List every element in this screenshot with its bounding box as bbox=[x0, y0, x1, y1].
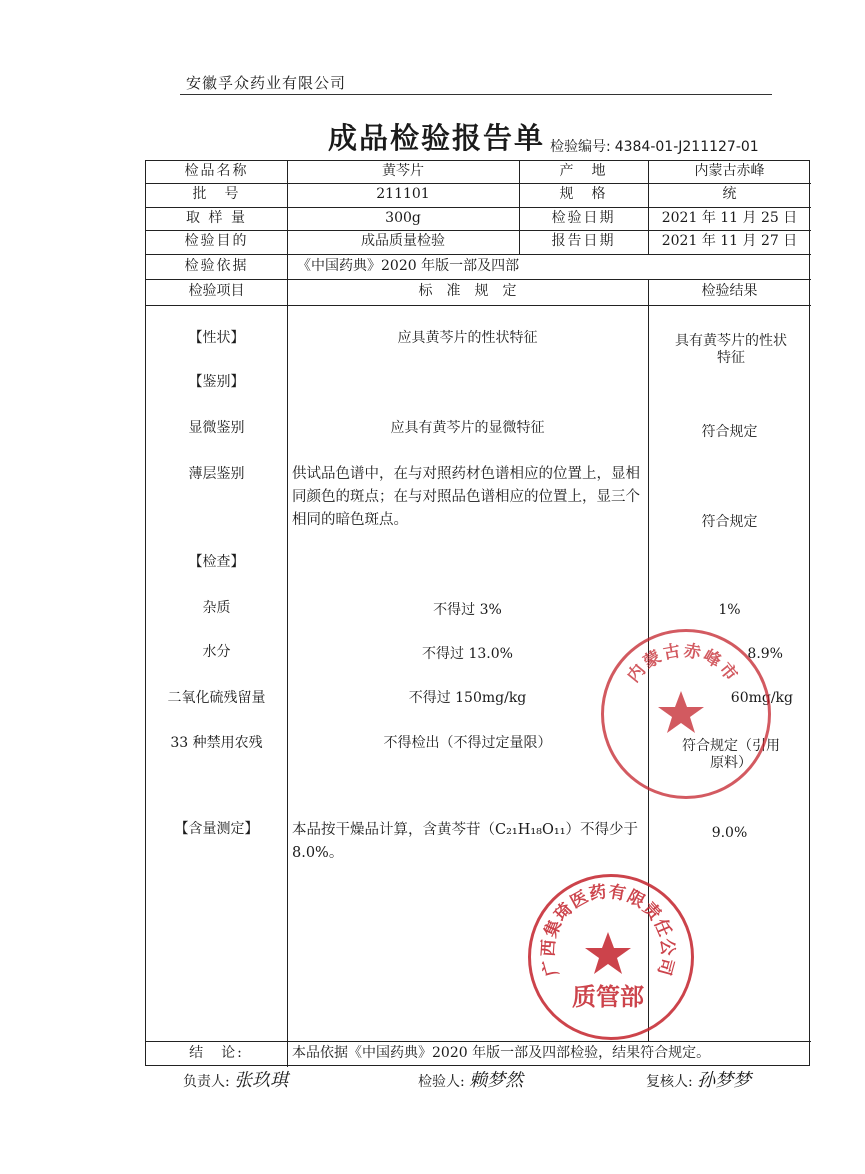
company-underline bbox=[180, 94, 772, 95]
seal-dept-text: 质管部 bbox=[572, 982, 644, 1011]
signature-label: 负责人: bbox=[183, 1074, 230, 1090]
label-batch: 批 号 bbox=[192, 186, 241, 203]
item-result: 符合规定（引用原料） bbox=[682, 737, 780, 771]
item-standard: 应具有黄芩片的显微特征 bbox=[390, 420, 545, 437]
label-sample-qty: 取 样 量 bbox=[186, 209, 247, 226]
seal-supplier-text: 内蒙古赤峰市 bbox=[623, 640, 743, 687]
item-standard: 不得过 150mg/kg bbox=[408, 690, 527, 707]
item-standard: 不得过 13.0% bbox=[422, 646, 513, 663]
company-name: 安徽孚众药业有限公司 bbox=[186, 74, 347, 92]
conclusion-value: 本品依据《中国药典》2020 年版一部及四部检验，结果符合规定。 bbox=[292, 1044, 711, 1061]
label-spec: 规 格 bbox=[559, 186, 608, 203]
report-number bbox=[546, 136, 759, 156]
item-result: 8.9% bbox=[747, 646, 783, 663]
item-name: 水分 bbox=[202, 644, 231, 661]
item-standard: 供试品色谱中，在与对照药材色谱相应的位置上，显相同颜色的斑点；在与对照品色谱相应的位置上，显三个相同的暗色斑点。 bbox=[292, 466, 640, 529]
item-name: 【含量测定】 bbox=[174, 821, 259, 838]
signature-inspector bbox=[418, 1066, 523, 1092]
value-basis: 《中国药典》2020 年版一部及四部 bbox=[297, 257, 520, 274]
inspection-table bbox=[145, 160, 810, 1066]
value-purpose: 成品质量检验 bbox=[361, 233, 445, 250]
item-standard: 本品按干燥品计算，含黄芩苷（C₂₁H₁₈O₁₁）不得少于 8.0%。 bbox=[292, 822, 639, 862]
item-result: 1% bbox=[718, 602, 741, 619]
item-result: 符合规定 bbox=[701, 424, 758, 441]
report-number-label: 检验编号: bbox=[550, 139, 611, 155]
column-item: 检验项目 bbox=[188, 283, 245, 300]
value-spec: 统 bbox=[722, 186, 737, 203]
item-name: 显微鉴别 bbox=[188, 420, 245, 437]
item-result: 具有黄芩片的性状特征 bbox=[675, 332, 787, 366]
value-sample-qty: 300g bbox=[385, 209, 421, 226]
item-standard: 不得过 3% bbox=[433, 602, 502, 619]
signature-name: 孙梦梦 bbox=[697, 1070, 752, 1091]
svg-text:内蒙古赤峰市 bbox=[623, 640, 743, 687]
item-name: 【性状】 bbox=[188, 330, 245, 347]
seal-company-text: 广西集琦医药有限责任公司 bbox=[538, 881, 678, 979]
label-basis: 检验依据 bbox=[184, 257, 249, 274]
item-name: 二氧化硫残留量 bbox=[167, 690, 266, 707]
item-name: 薄层鉴别 bbox=[188, 466, 245, 483]
label-product-name: 检品名称 bbox=[184, 163, 249, 180]
supplier-seal bbox=[601, 629, 771, 799]
item-result: 9.0% bbox=[711, 825, 748, 842]
value-test-date: 2021 年 11 月 25 日 bbox=[661, 209, 798, 226]
value-report-date: 2021 年 11 月 27 日 bbox=[661, 233, 798, 250]
signature-name: 张玖琪 bbox=[234, 1070, 289, 1091]
item-result: 符合规定 bbox=[701, 514, 758, 531]
signature-label: 检验人: bbox=[418, 1074, 465, 1090]
label-report-date: 报告日期 bbox=[551, 233, 616, 250]
signature-responsible bbox=[183, 1066, 288, 1092]
label-test-date: 检验日期 bbox=[551, 209, 616, 226]
seal-graphic bbox=[601, 629, 765, 793]
label-origin: 产 地 bbox=[559, 163, 608, 180]
qa-department-seal bbox=[528, 874, 694, 1040]
signature-label: 复核人: bbox=[646, 1074, 693, 1090]
item-name: 【鉴别】 bbox=[188, 374, 245, 391]
item-name: 杂质 bbox=[202, 600, 231, 617]
item-result: 60mg/kg bbox=[730, 690, 793, 707]
item-standard: 不得检出（不得过定量限） bbox=[383, 735, 552, 752]
report-title: 成品检验报告单 bbox=[328, 121, 546, 155]
item-standard: 应具黄芩片的性状特征 bbox=[397, 330, 538, 347]
label-purpose: 检验目的 bbox=[184, 233, 249, 250]
value-product-name: 黄芩片 bbox=[382, 163, 424, 180]
column-standard: 标 准 规 定 bbox=[418, 283, 517, 300]
signature-reviewer bbox=[646, 1066, 751, 1092]
item-name: 【检查】 bbox=[188, 554, 245, 571]
item-name: 33 种禁用农残 bbox=[170, 735, 263, 752]
conclusion-label: 结 论: bbox=[189, 1044, 244, 1061]
signature-name: 赖梦然 bbox=[469, 1070, 524, 1091]
value-batch: 211101 bbox=[376, 186, 430, 203]
value-origin: 内蒙古赤峰 bbox=[694, 163, 765, 180]
column-result: 检验结果 bbox=[701, 283, 758, 300]
report-number-value: 4384-01-J211127-01 bbox=[614, 139, 759, 155]
